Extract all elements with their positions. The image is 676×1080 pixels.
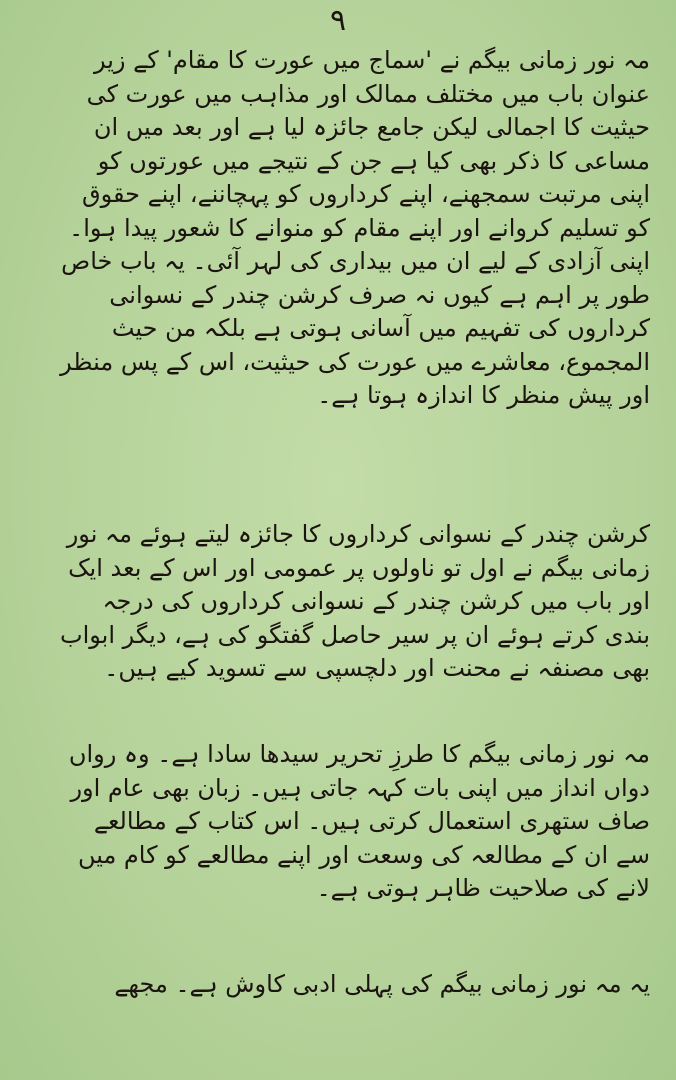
paragraph-text: یہ مہ نور زمانی بیگم کی پہلی ادبی کاوش ہے۔ مجھے [114,970,650,998]
paragraph-1 [60,44,650,413]
paragraph-4 [60,968,650,1002]
paragraph-text: مہ نور زمانی بیگم کا طرزِ تحریر سیدھا سادا ہے۔ وہ رواں دواں انداز میں اپنی بات کہہ جاتی ہیں۔ زبان بھی عام اور صاف ستھری استعمال کرتی ہیں۔ اس کتاب کے مطالعے سے ان کے مطالعہ کی وسعت اور اپنے مطالعے کو کام میں لانے کی صلاحیت ظاہر ہوتی ہے۔ [68,740,650,902]
paragraph-3 [60,738,650,906]
paragraph-text: مہ نور زمانی بیگم نے 'سماج میں عورت کا مقام' کے زیر عنوان باب میں مختلف ممالک اور مذاہب میں عورت کی حیثیت کا اجمالی لیکن جامع جائزہ لیا ہے اور بعد میں ان مساعی کا ذکر بھی کیا ہے جن کے نتیجے میں عورتوں کو اپنی مرتبت سمجھنے، اپنے کرداروں کو پہچاننے، اپنے حقوق کو تسلیم کروانے اور اپنے مقام کو منوانے کا شعور پیدا ہوا۔ اپنی آزادی کے لیے ان میں بیداری کی لہر آئی۔ یہ باب خاص طور پر اہم ہے کیوں نہ صرف کرشن چندر کے نسوانی کرداروں کی تفہیم میں آسانی ہوتی ہے بلکہ من حیث المجموع، معاشرے میں عورت کی حیثیت، اس کے پس منظر اور پیش منظر کا اندازہ ہوتا ہے۔ [60,46,650,409]
paragraph-text: کرشن چندر کے نسوانی کرداروں کا جائزہ لیتے ہوئے مہ نور زمانی بیگم نے اول تو ناولوں پر عمومی اور اس کے بعد ایک اور باب میں کرشن چندر کے نسوانی کرداروں کی درجہ بندی کرتے ہوئے ان پر سیر حاصل گفتگو کی ہے، دیگر ابواب بھی مصنفہ نے محنت اور دلچسپی سے تسوید کیے ہیں۔ [60,520,650,682]
paragraph-2 [60,518,650,686]
page-number: ۹ [329,3,347,38]
